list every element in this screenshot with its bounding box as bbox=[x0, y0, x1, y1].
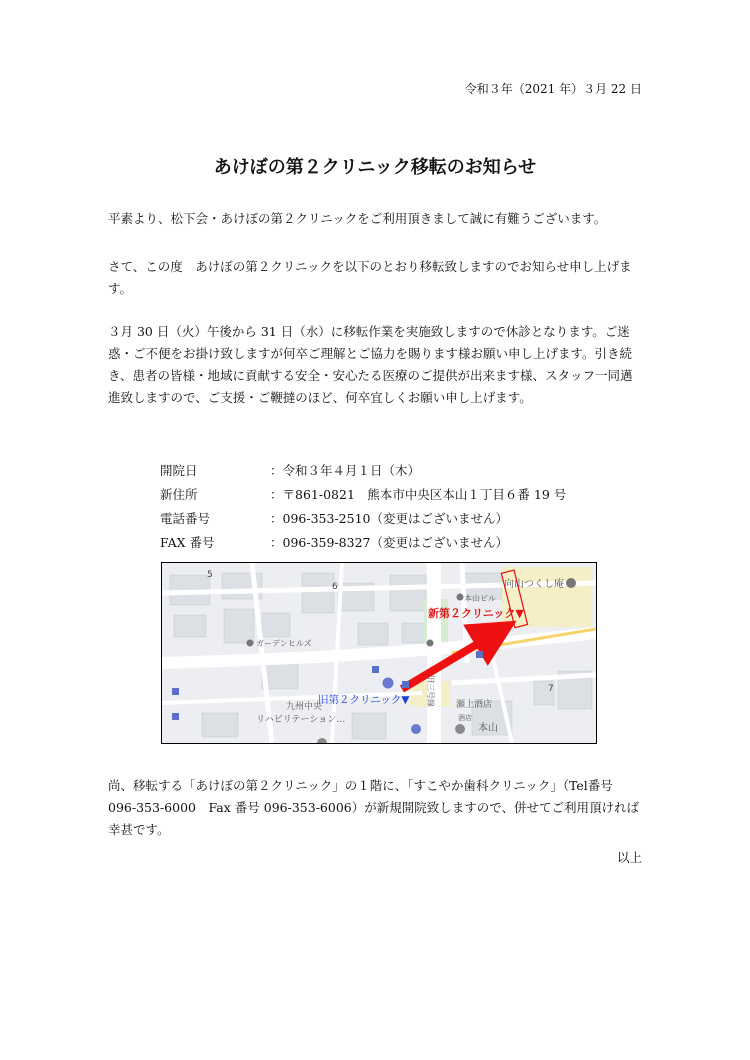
old-clinic-label: 旧第２クリニック▼ bbox=[318, 694, 410, 706]
map-label-tsukushi: 向山つくし庵 bbox=[504, 579, 564, 590]
info-value: ：令和３年４月１日（木） bbox=[270, 463, 421, 478]
parking-icon bbox=[383, 678, 394, 689]
closing-word: 以上 bbox=[616, 850, 642, 865]
greeting-paragraph: 平素より、松下会・あけぼの第２クリニックをご利用頂きまして誠に有難うございます。 bbox=[108, 211, 607, 226]
info-label: 電話番号 bbox=[160, 511, 211, 526]
map-label-sejo-sake: 瀬上酒店 bbox=[456, 700, 493, 710]
info-value: ：096-359-8327（変更はございません） bbox=[270, 535, 508, 550]
info-row-phone bbox=[160, 507, 566, 531]
map-block-number: 7 bbox=[548, 684, 554, 694]
location-map bbox=[161, 562, 597, 744]
info-label: 開院日 bbox=[160, 463, 198, 478]
clinic-info-list bbox=[160, 459, 566, 555]
info-label: FAX 番号 bbox=[160, 535, 215, 550]
document-date: 令和３年（2021 年）３月 22 日 bbox=[464, 82, 642, 96]
parking-icon bbox=[411, 724, 421, 734]
info-row-address bbox=[160, 483, 566, 507]
bus-stop-icon bbox=[172, 688, 179, 695]
relocation-paragraph: さて、この度 あけぼの第２クリニックを以下のとおり移転致しますのでお知らせ申し上げます。 bbox=[108, 259, 632, 296]
info-value: ：〒861-0821 熊本市中央区本山１丁目６番 19 号 bbox=[270, 487, 567, 502]
map-label-motoyama: 本山 bbox=[478, 723, 498, 734]
info-label: 新住所 bbox=[160, 487, 198, 502]
map-label-garden-hills: ガーデンヒルズ bbox=[256, 639, 312, 648]
map-block-number: 5 bbox=[207, 570, 213, 580]
bus-stop-icon bbox=[476, 651, 483, 658]
bus-stop-icon bbox=[172, 713, 179, 720]
closure-paragraph: ３月 30 日（火）午後から 31 日（水）に移転作業を実施致しますので休診となります。ご迷惑・ご不便をお掛け致しますが何卒ご理解とご協力を賜ります様お願い申し上げます。引き続き、患者の皆様・地域に貢献する安全・安心たる医療のご提供が出来ます様、スタッフ一同邁進致しますので、ご支援・ご鞭撻のほど、何卒宜しくお願い申し上げます。 bbox=[108, 324, 633, 405]
info-row-opening-date bbox=[160, 459, 566, 483]
bus-stop-icon bbox=[402, 681, 409, 688]
map-pin-icon bbox=[566, 578, 576, 588]
map-label-kyushu-chuo: 九州中央 bbox=[286, 702, 323, 712]
map-label-motoyama-building: 本山ビル bbox=[464, 594, 496, 603]
dental-clinic-note: 尚、移転する「あけぼの第２クリニック」の１階に、「すこやか歯科クリニック」（Tel番号 096-353-6000 Fax 番号 096-353-6006）が新規開院致しますので、併せてご利用頂ければ幸甚です。 bbox=[108, 778, 639, 837]
map-pin-icon bbox=[455, 724, 465, 734]
map-pin-icon bbox=[457, 594, 464, 601]
bus-stop-icon bbox=[372, 666, 379, 673]
map-label-road: 旧三号線 bbox=[426, 675, 435, 707]
map-block-number: 6 bbox=[332, 582, 338, 592]
map-label-sake-shop: 酒店 bbox=[458, 714, 472, 722]
info-value: ：096-353-2510（変更はございません） bbox=[270, 511, 508, 526]
map-pin-icon bbox=[247, 640, 254, 647]
document-title: あけぼの第２クリニック移転のお知らせ bbox=[213, 157, 537, 178]
info-row-fax bbox=[160, 531, 566, 555]
map-label-rehabilitation: リハビリテーション… bbox=[256, 715, 346, 725]
map-pin-icon bbox=[427, 640, 434, 647]
new-clinic-label: 新第２クリニック▼ bbox=[428, 607, 524, 620]
